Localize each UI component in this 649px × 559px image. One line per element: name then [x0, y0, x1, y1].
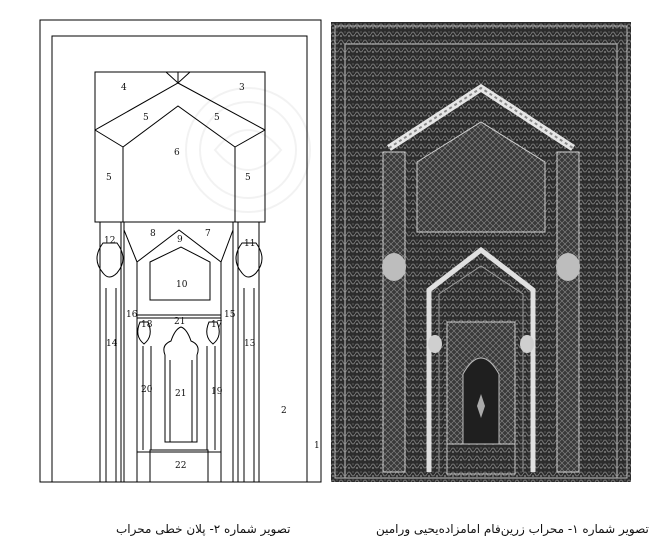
svg-text:21: 21	[174, 317, 186, 327]
svg-text:6: 6	[174, 148, 180, 158]
svg-text:17: 17	[211, 320, 223, 330]
plan-number-labels	[104, 83, 320, 471]
svg-text:5: 5	[214, 113, 220, 123]
svg-text:19: 19	[211, 387, 223, 397]
svg-text:11: 11	[244, 239, 256, 249]
svg-text:8: 8	[150, 229, 156, 239]
svg-text:9: 9	[177, 235, 183, 245]
outer-frame-2	[52, 36, 307, 482]
svg-text:20: 20	[141, 385, 153, 395]
upper-panel	[95, 72, 265, 222]
mihrab-line-plan	[0, 0, 330, 500]
inner-arch-panel	[150, 247, 210, 300]
svg-text:4: 4	[121, 83, 127, 93]
svg-text:3: 3	[239, 83, 245, 93]
svg-text:22: 22	[175, 461, 187, 471]
svg-text:18: 18	[141, 320, 153, 330]
mihrab-photo	[331, 22, 631, 482]
outer-frame-1	[40, 20, 321, 482]
svg-text:14: 14	[106, 339, 118, 349]
seal-watermark-icon	[186, 88, 310, 212]
svg-text:21: 21	[175, 389, 187, 399]
svg-text:12: 12	[104, 236, 116, 246]
left-column-capital	[97, 243, 123, 277]
svg-text:1: 1	[314, 441, 320, 451]
left-column	[100, 222, 121, 482]
caption-photo: تصویر شماره ۱- محراب زرین‌فام امامزاده‌یحیی ورامین	[376, 522, 649, 536]
svg-text:5: 5	[106, 173, 112, 183]
right-column	[238, 222, 259, 482]
svg-text:7: 7	[205, 229, 211, 239]
small-niche	[164, 327, 198, 442]
svg-text:15: 15	[224, 310, 236, 320]
svg-text:2: 2	[281, 406, 287, 416]
svg-text:10: 10	[176, 280, 188, 290]
caption-line-plan: تصویر شماره ۲- پلان خطی محراب	[116, 522, 291, 536]
svg-text:16: 16	[126, 310, 138, 320]
svg-text:5: 5	[143, 113, 149, 123]
svg-text:5: 5	[245, 173, 251, 183]
svg-text:13: 13	[244, 339, 256, 349]
